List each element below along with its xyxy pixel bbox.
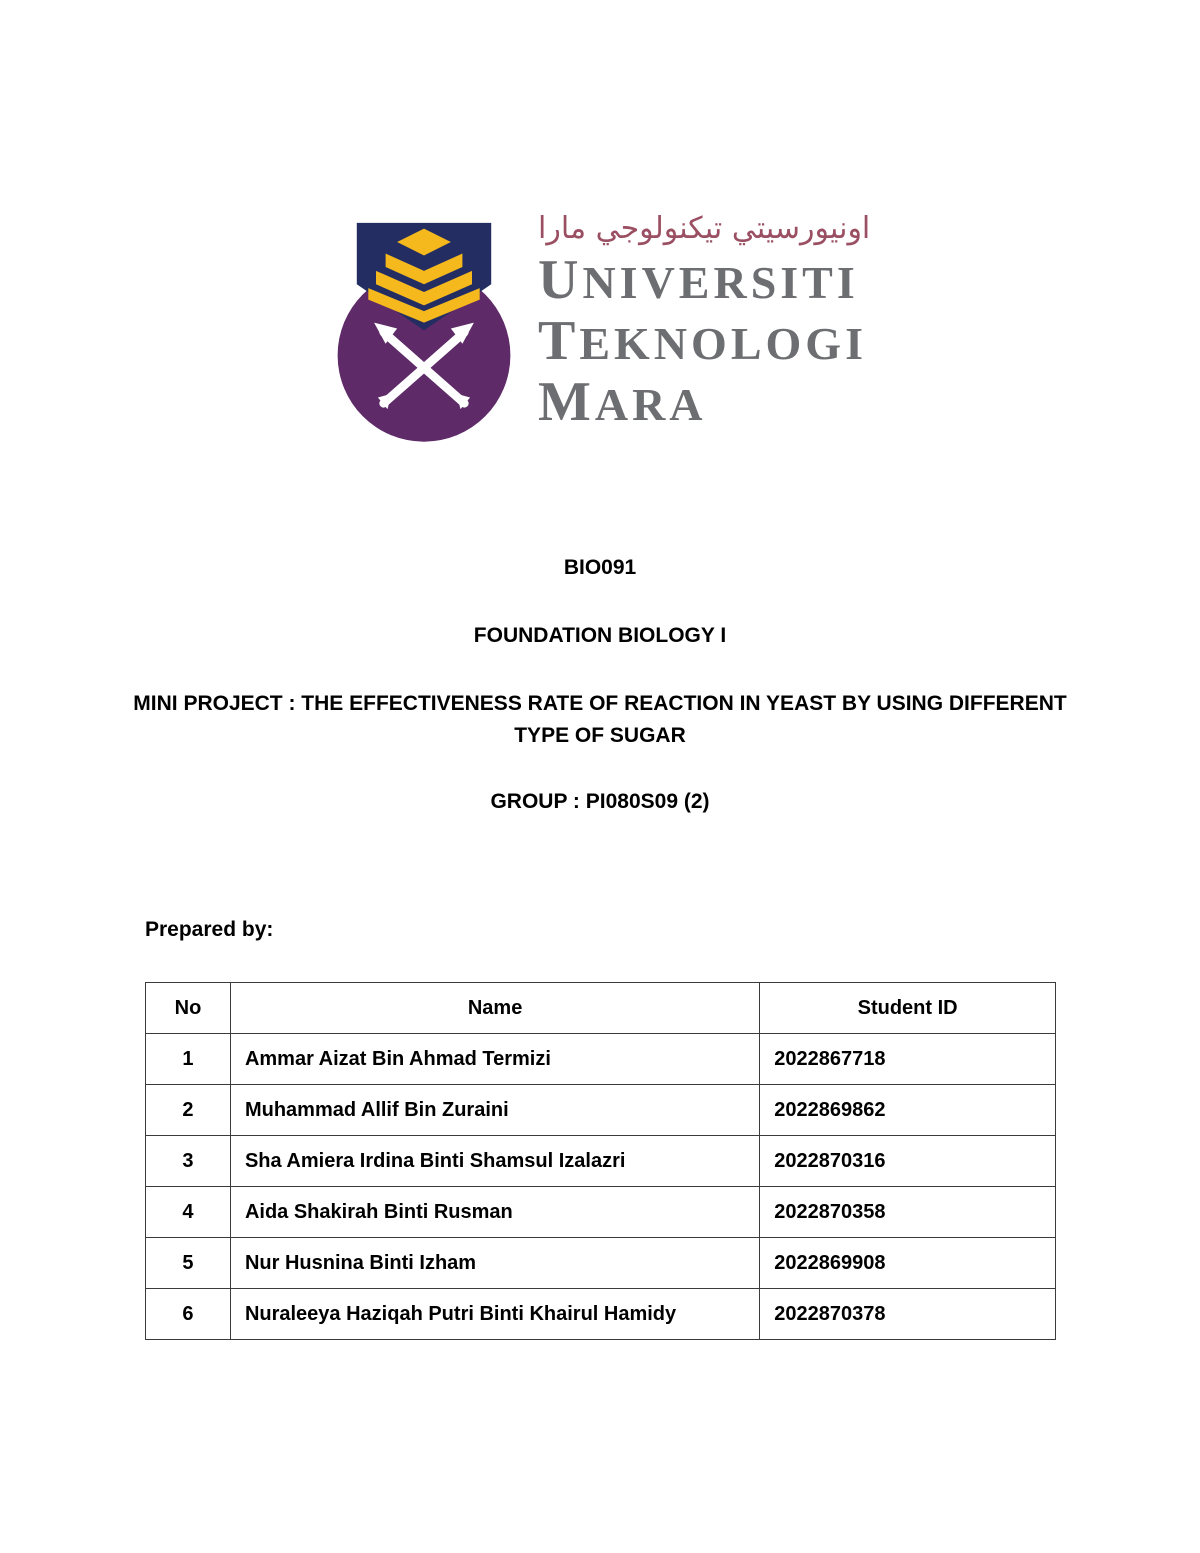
course-name: FOUNDATION BIOLOGY I [473, 624, 727, 647]
cell-name: Ammar Aizat Bin Ahmad Termizi [230, 1034, 759, 1085]
cell-name: Nuraleeya Haziqah Putri Binti Khairul Hamidy [230, 1289, 759, 1340]
header-no: No [146, 983, 231, 1034]
members-table [145, 982, 1056, 1340]
cell-student-id: 2022870378 [760, 1289, 1056, 1340]
cell-student-id: 2022869862 [760, 1085, 1056, 1136]
table-row [146, 1289, 1056, 1340]
cell-name: Nur Husnina Binti Izham [230, 1238, 759, 1289]
cell-no: 2 [146, 1085, 231, 1136]
table-row [146, 1085, 1056, 1136]
table-row [146, 1187, 1056, 1238]
cell-no: 3 [146, 1136, 231, 1187]
uitm-crest-icon [328, 208, 520, 446]
course-code: BIO091 [563, 556, 637, 579]
cell-name: Sha Amiera Irdina Binti Shamsul Izalazri [230, 1136, 759, 1187]
group-label: GROUP : PI080S09 (2) [490, 790, 710, 813]
cell-no: 5 [146, 1238, 231, 1289]
project-title: MINI PROJECT : THE EFFECTIVENESS RATE OF REACTION IN YEAST BY USING DIFFERENT TYPE OF SUGAR [133, 692, 1067, 747]
cell-student-id: 2022869908 [760, 1238, 1056, 1289]
cell-student-id: 2022870316 [760, 1136, 1056, 1187]
cell-no: 6 [146, 1289, 231, 1340]
table-row [146, 1136, 1056, 1187]
header-student-id: Student ID [760, 983, 1056, 1034]
cell-no: 4 [146, 1187, 231, 1238]
cell-student-id: 2022870358 [760, 1187, 1056, 1238]
header-name: Name [230, 983, 759, 1034]
wordmark-teknologi: TEKNOLOGI [538, 310, 867, 372]
prepared-by-label: Prepared by: [145, 918, 274, 941]
wordmark-universiti: UNIVERSITI [538, 249, 859, 311]
cell-no: 1 [146, 1034, 231, 1085]
wordmark-mara: MARA [538, 371, 707, 433]
uitm-logo-block [328, 208, 870, 446]
uitm-wordmark [538, 208, 870, 434]
cell-student-id: 2022867718 [760, 1034, 1056, 1085]
cell-name: Aida Shakirah Binti Rusman [230, 1187, 759, 1238]
table-row [146, 1238, 1056, 1289]
table-header-row [146, 983, 1056, 1034]
cell-name: Muhammad Allif Bin Zuraini [230, 1085, 759, 1136]
jawi-calligraphy: اونيورسيتي تيكنولوجي مارا [538, 211, 871, 246]
table-row [146, 1034, 1056, 1085]
